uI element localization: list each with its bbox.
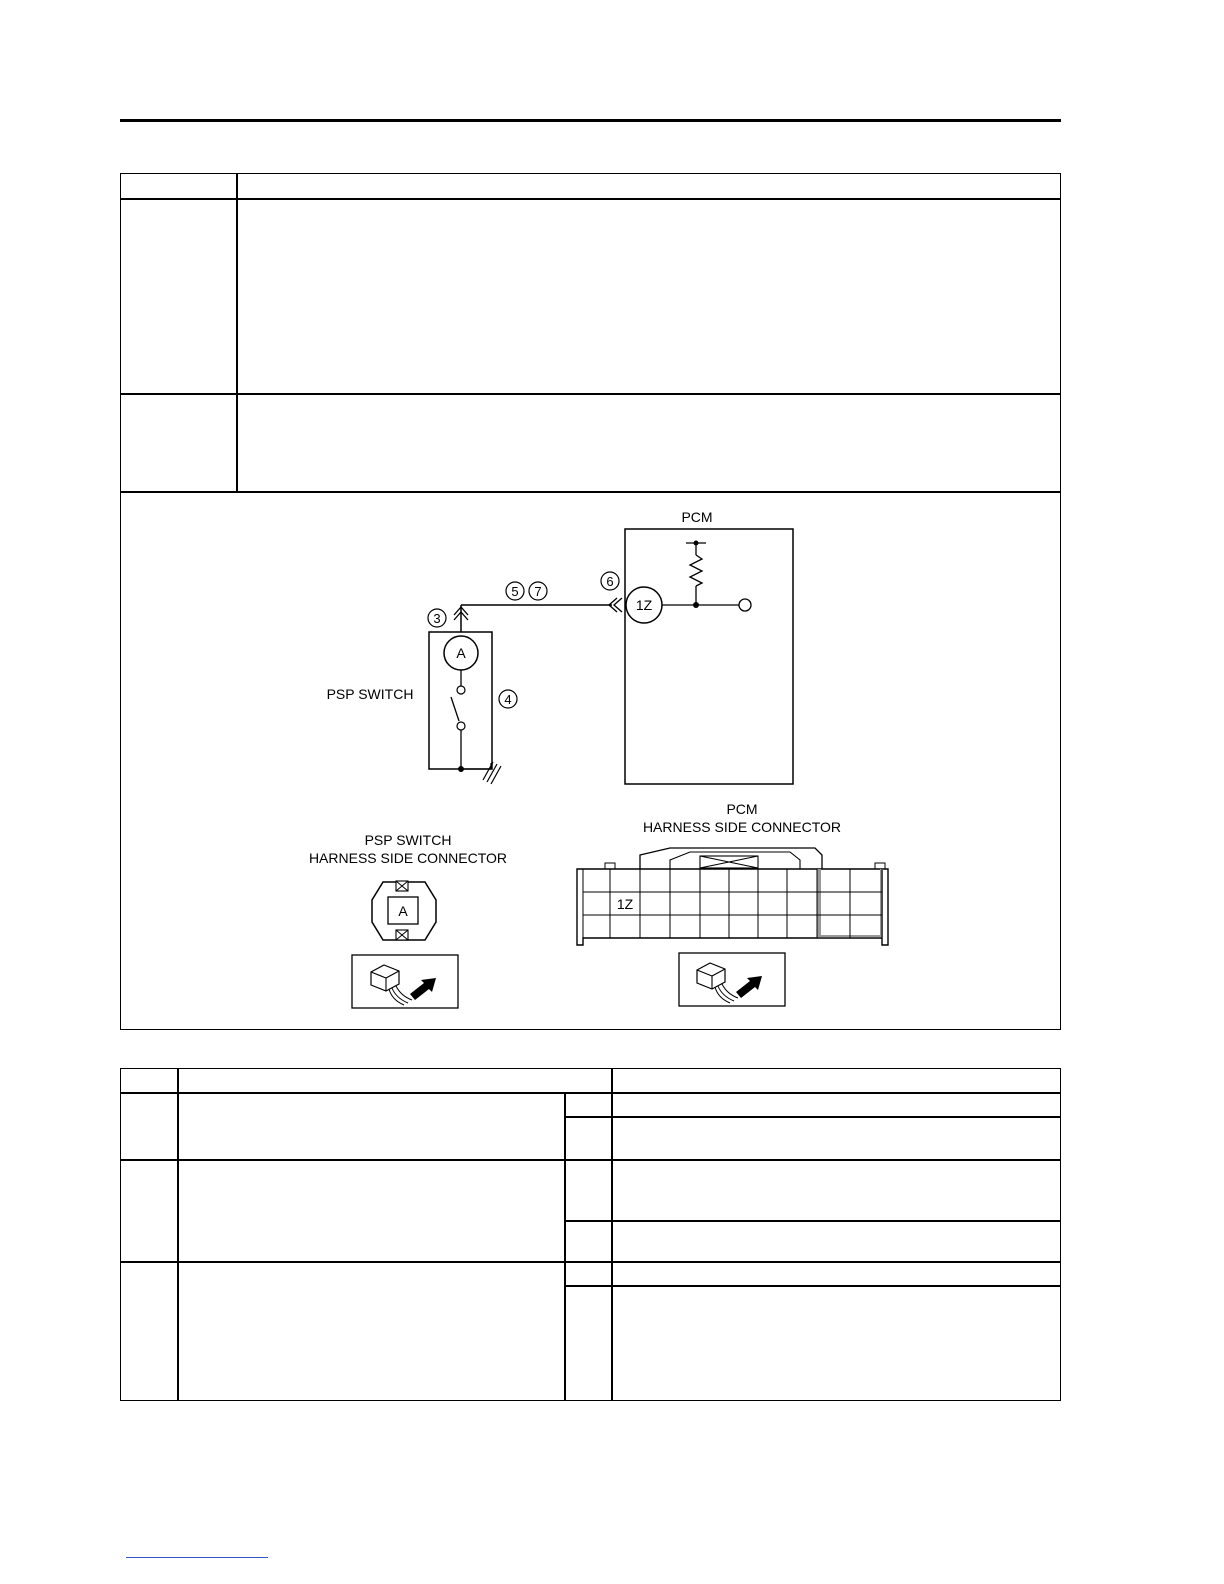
switch-contact (451, 697, 459, 721)
pcm-connector-terminal-1z: 1Z (616, 896, 634, 912)
procedure-row-divider-2 (121, 1261, 1060, 1263)
procedure-col-yesno (564, 1093, 566, 1400)
ref-circle-4 (499, 690, 517, 708)
procedure-col-action (611, 1069, 613, 1400)
procedure-subrow-1 (564, 1116, 1060, 1118)
harness-view-icon (352, 955, 458, 1008)
psp-switch-label: PSP SWITCH (326, 686, 414, 702)
procedure-subrow-3 (564, 1285, 1060, 1287)
terminal-1z-label: 1Z (635, 597, 653, 613)
pcm-input-terminal (739, 599, 751, 611)
procedure-table (120, 1068, 1061, 1401)
ref-circle-6 (601, 572, 619, 590)
pcm-connector-title-2: HARNESS SIDE CONNECTOR (642, 819, 842, 835)
procedure-subrow-2 (564, 1220, 1060, 1222)
svg-text:3: 3 (433, 611, 441, 626)
pcm-box (625, 529, 793, 784)
ref-circle-7 (529, 582, 547, 600)
procedure-header-divider (121, 1092, 1060, 1094)
psp-connector-title-1: PSP SWITCH (364, 832, 452, 848)
footer-link-rule (126, 1557, 268, 1558)
pcm-connector-title-1: PCM (726, 801, 758, 817)
svg-text:A: A (398, 903, 408, 919)
terminal-a-label: A (456, 645, 466, 661)
harness-view-icon-pcm (679, 953, 785, 1006)
psp-connector-title-2: HARNESS SIDE CONNECTOR (308, 850, 508, 866)
pcm-label: PCM (681, 509, 713, 525)
svg-text:5: 5 (511, 584, 519, 599)
resistor (690, 555, 702, 586)
procedure-col-step (177, 1069, 179, 1400)
ref-circle-5 (506, 582, 524, 600)
svg-text:6: 6 (606, 574, 614, 589)
psp-connector-face (372, 881, 436, 940)
svg-text:7: 7 (534, 584, 542, 599)
pcm-connector-face (577, 848, 888, 945)
procedure-row-divider-1 (121, 1159, 1060, 1161)
svg-text:4: 4 (504, 692, 512, 707)
ref-circle-3 (428, 609, 446, 627)
